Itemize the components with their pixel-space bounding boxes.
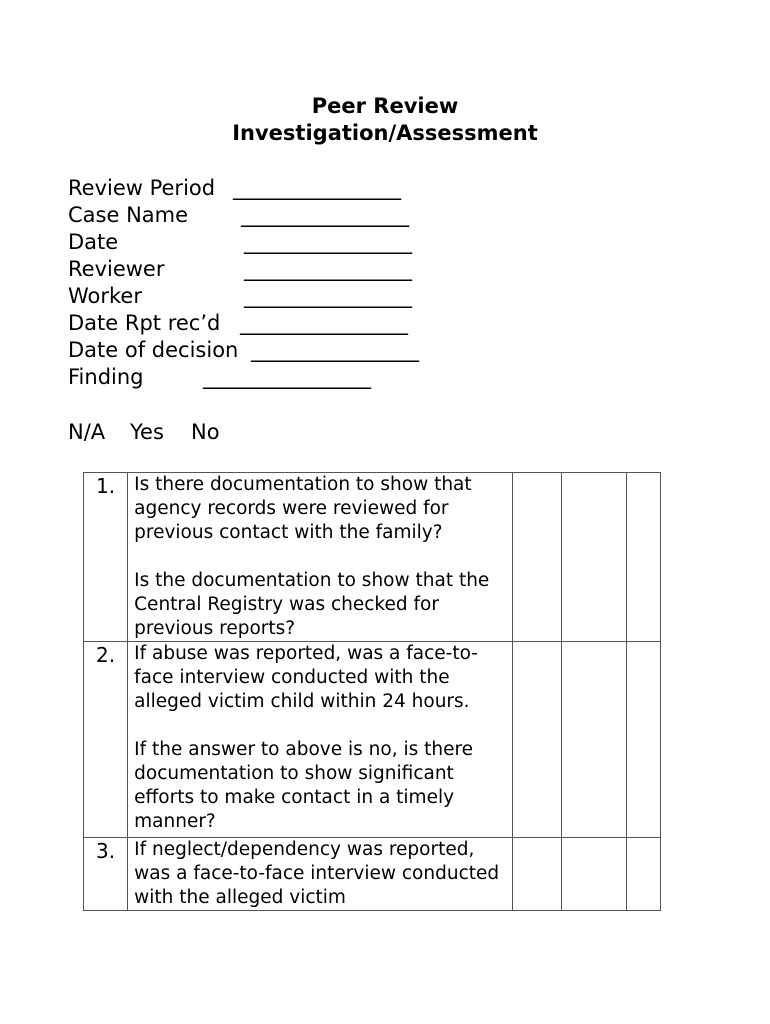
field-blank-reviewer[interactable]: ________________ — [244, 257, 412, 281]
answer-cell-na[interactable] — [513, 642, 561, 838]
question-paragraph: If neglect/dependency was reported, was a face-to-face interview conducted with the alleged victim — [134, 839, 500, 908]
answer-cell-yes[interactable] — [561, 473, 626, 642]
question-number: 3. — [84, 838, 128, 911]
answer-cell-na[interactable] — [513, 838, 561, 911]
field-label-date: Date — [68, 230, 119, 254]
answer-header-no: No — [191, 420, 220, 444]
review-checklist-table — [83, 472, 661, 911]
field-blank-worker[interactable]: ________________ — [244, 284, 412, 308]
question-paragraph: If abuse was reported, was a face-to-face interview conducted with the alleged victim child within 24 hours. — [134, 643, 478, 712]
answer-cell-yes[interactable] — [561, 838, 626, 911]
field-blank-date[interactable]: ________________ — [244, 230, 412, 254]
table-row — [84, 838, 661, 911]
field-label-case-name: Case Name — [68, 203, 189, 227]
form-subtitle: Investigation/Assessment — [232, 121, 538, 145]
question-paragraph: Is the documentation to show that the Central Registry was checked for previous reports? — [134, 570, 490, 639]
question-text — [128, 642, 513, 838]
form-title: Peer Review — [311, 94, 459, 118]
field-label-date-rpt-recd: Date Rpt rec’d — [68, 311, 221, 335]
answer-cell-yes[interactable] — [561, 642, 626, 838]
answer-header-yes: Yes — [130, 420, 164, 444]
field-blank-date-rpt-recd[interactable]: ________________ — [240, 311, 408, 335]
table-row — [84, 642, 661, 838]
field-label-finding: Finding — [68, 365, 144, 389]
field-blank-finding[interactable]: ________________ — [203, 365, 371, 389]
field-label-date-of-decision: Date of decision — [68, 338, 239, 362]
question-number: 2. — [84, 642, 128, 838]
answer-cell-na[interactable] — [513, 473, 561, 642]
field-label-reviewer: Reviewer — [68, 257, 165, 281]
answer-cell-no[interactable] — [626, 473, 660, 642]
answer-cell-no[interactable] — [626, 838, 660, 911]
answer-header-na: N/A — [68, 420, 106, 444]
table-row — [84, 473, 661, 642]
question-paragraph: If the answer to above is no, is there documentation to show significant efforts to make contact in a timely manner? — [134, 739, 474, 832]
answer-cell-no[interactable] — [626, 642, 660, 838]
question-paragraph: Is there documentation to show that agency records were reviewed for previous contact with the family? — [134, 474, 472, 543]
field-blank-date-of-decision[interactable]: ________________ — [251, 338, 419, 362]
field-label-review-period: Review Period — [68, 176, 216, 200]
field-blank-review-period[interactable]: ________________ — [233, 176, 401, 200]
field-blank-case-name[interactable]: ________________ — [241, 203, 409, 227]
question-text — [128, 473, 513, 642]
question-number: 1. — [84, 473, 128, 642]
question-text — [128, 838, 513, 911]
field-label-worker: Worker — [68, 284, 142, 308]
